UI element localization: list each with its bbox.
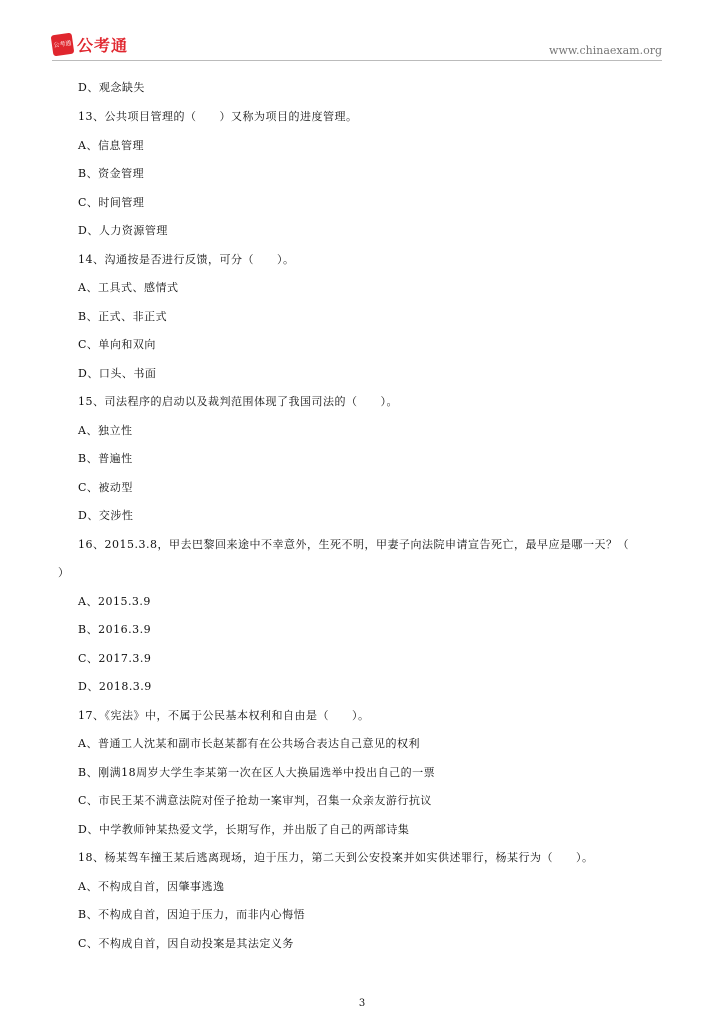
option-line: B、2016.3.9: [78, 623, 152, 636]
option-line: A、工具式、感情式: [78, 281, 179, 294]
question-line: 16、2015.3.8，甲去巴黎回来途中不幸意外，生死不明，甲妻子向法院申请宣告死亡，最早应是哪一天？（: [78, 538, 629, 551]
option-line: C、时间管理: [78, 196, 145, 209]
option-line: C、被动型: [78, 481, 133, 494]
header-divider: [52, 60, 662, 61]
option-line: B、普遍性: [78, 452, 133, 465]
option-line: C、不构成自首，因自动投案是其法定义务: [78, 937, 294, 950]
option-line: A、独立性: [78, 424, 133, 437]
option-line: A、信息管理: [78, 139, 144, 152]
option-line: A、不构成自首，因肇事逃逸: [78, 880, 225, 893]
option-line: D、口头、书面: [78, 367, 157, 380]
option-line: B、刚满18周岁大学生李某第一次在区人大换届选举中投出自己的一票: [78, 766, 436, 779]
question-line: 14、沟通按是否进行反馈，可分（ ）。: [78, 253, 295, 266]
question-line-continuation: ）: [58, 566, 70, 579]
question-line: 13、公共项目管理的（ ）又称为项目的进度管理。: [78, 110, 358, 123]
option-line: B、资金管理: [78, 167, 145, 180]
option-line: C、市民王某不满意法院对侄子抢劫一案审判，召集一众亲友游行抗议: [78, 794, 432, 807]
option-line: B、正式、非正式: [78, 310, 168, 323]
logo-text: 公考通: [77, 36, 129, 55]
option-line: D、人力资源管理: [78, 224, 168, 237]
option-line: A、普通工人沈某和副市长赵某都有在公共场合表达自己意见的权利: [78, 737, 420, 750]
question-line: 17、《宪法》中，不属于公民基本权利和自由是（ ）。: [78, 709, 370, 722]
option-line: A、2015.3.9: [78, 595, 151, 608]
option-line: D、观念缺失: [78, 81, 145, 94]
logo: [52, 33, 128, 56]
option-line: D、中学教师钟某热爱文学，长期写作，并出版了自己的两部诗集: [78, 823, 410, 836]
option-line: D、2018.3.9: [78, 680, 152, 693]
option-line: B、不构成自首，因迫于压力，而非内心悔悟: [78, 908, 306, 921]
option-line: C、2017.3.9: [78, 652, 152, 665]
site-url: www.chinaexam.org: [549, 44, 662, 57]
question-line: 18、杨某驾车撞王某后逃离现场，迫于压力，第二天到公安投案并如实供述罪行，杨某行为（ ）。: [78, 851, 594, 864]
page-number: 3: [358, 998, 366, 1009]
option-line: C、单向和双向: [78, 338, 156, 351]
option-line: D、交涉性: [78, 509, 134, 522]
question-line: 15、司法程序的启动以及裁判范围体现了我国司法的（ ）。: [78, 395, 398, 408]
logo-badge-icon: 公考通: [51, 33, 75, 57]
page-header: [0, 0, 724, 62]
